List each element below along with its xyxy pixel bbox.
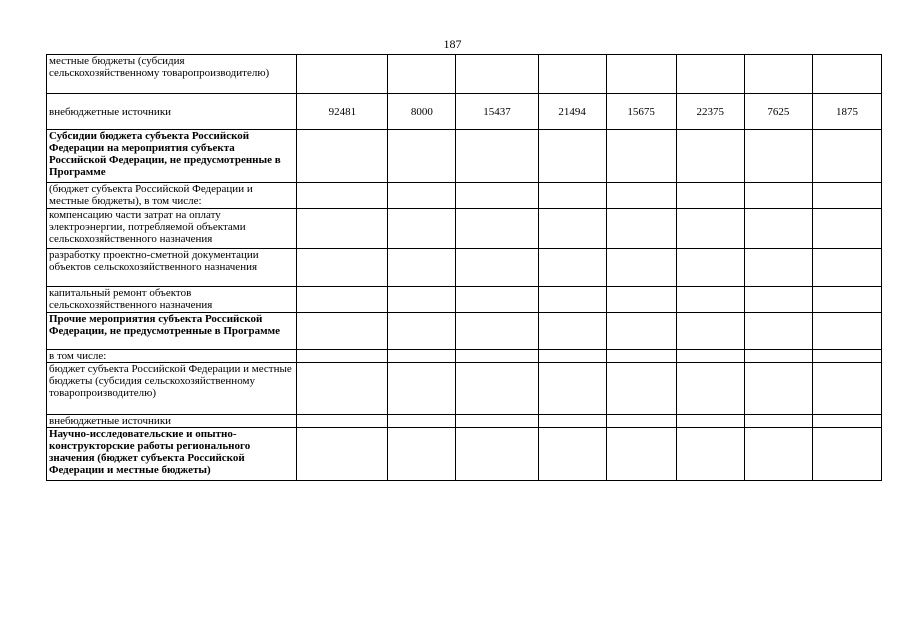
value-cell: 15437 <box>456 94 538 130</box>
value-cell: 8000 <box>388 94 456 130</box>
value-cell <box>606 287 676 313</box>
value-cell <box>388 183 456 209</box>
value-cell <box>297 209 388 249</box>
value-cell <box>388 415 456 428</box>
value-cell <box>456 313 538 350</box>
value-cell <box>606 249 676 287</box>
value-cell <box>538 249 606 287</box>
value-cell <box>606 209 676 249</box>
value-cell <box>676 313 744 350</box>
value-cell <box>812 363 881 415</box>
table-row <box>47 287 882 313</box>
value-cell <box>744 287 812 313</box>
value-cell <box>812 415 881 428</box>
value-cell <box>297 428 388 481</box>
value-cell <box>538 209 606 249</box>
row-label: местные бюджеты (субсидия сельскохозяйственному товаропроизводителю) <box>47 55 297 94</box>
table-row <box>47 249 882 287</box>
table-row <box>47 313 882 350</box>
value-cell <box>744 209 812 249</box>
value-cell <box>538 55 606 94</box>
value-cell <box>744 428 812 481</box>
table-row <box>47 415 882 428</box>
value-cell <box>606 130 676 183</box>
row-label: Научно-исследовательские и опытно-конструкторские работы регионального значения (бюджет субъекта Российской Федерации и местные бюджеты) <box>47 428 297 481</box>
value-cell <box>676 249 744 287</box>
value-cell <box>297 55 388 94</box>
value-cell <box>456 415 538 428</box>
value-cell <box>538 350 606 363</box>
value-cell <box>812 287 881 313</box>
value-cell <box>456 350 538 363</box>
value-cell <box>388 209 456 249</box>
value-cell <box>456 287 538 313</box>
value-cell <box>456 55 538 94</box>
value-cell <box>744 183 812 209</box>
value-cell <box>538 130 606 183</box>
table-row <box>47 350 882 363</box>
value-cell <box>744 249 812 287</box>
value-cell <box>538 287 606 313</box>
value-cell: 7625 <box>744 94 812 130</box>
row-label: Субсидии бюджета субъекта Российской Федерации на мероприятия субъекта Российской Федерации, не предусмотренные в Программе <box>47 130 297 183</box>
value-cell <box>744 130 812 183</box>
value-cell <box>812 55 881 94</box>
value-cell <box>812 183 881 209</box>
row-label: Прочие мероприятия субъекта Российской Федерации, не предусмотренные в Программе <box>47 313 297 350</box>
value-cell <box>676 209 744 249</box>
value-cell <box>388 428 456 481</box>
value-cell <box>297 350 388 363</box>
value-cell <box>388 287 456 313</box>
value-cell <box>676 183 744 209</box>
value-cell <box>744 415 812 428</box>
value-cell <box>388 55 456 94</box>
value-cell <box>388 130 456 183</box>
value-cell <box>744 55 812 94</box>
value-cell: 92481 <box>297 94 388 130</box>
value-cell <box>297 249 388 287</box>
page-number: 187 <box>443 37 462 51</box>
value-cell <box>297 313 388 350</box>
value-cell <box>456 209 538 249</box>
value-cell <box>538 363 606 415</box>
value-cell <box>606 363 676 415</box>
value-cell <box>744 363 812 415</box>
value-cell <box>606 415 676 428</box>
value-cell <box>606 313 676 350</box>
value-cell <box>676 55 744 94</box>
value-cell <box>676 287 744 313</box>
value-cell <box>388 350 456 363</box>
value-cell <box>388 313 456 350</box>
value-cell <box>812 209 881 249</box>
value-cell <box>676 415 744 428</box>
value-cell <box>606 350 676 363</box>
table-row <box>47 363 882 415</box>
row-label: внебюджетные источники <box>47 415 297 428</box>
value-cell <box>812 350 881 363</box>
value-cell <box>388 249 456 287</box>
value-cell <box>676 428 744 481</box>
row-label: разработку проектно-сметной документации объектов сельскохозяйственного назначения <box>47 249 297 287</box>
value-cell <box>388 363 456 415</box>
value-cell <box>456 428 538 481</box>
value-cell <box>676 363 744 415</box>
table-row <box>47 55 882 94</box>
table-row <box>47 130 882 183</box>
row-label: капитальный ремонт объектов сельскохозяйственного назначения <box>47 287 297 313</box>
value-cell <box>812 313 881 350</box>
value-cell <box>606 55 676 94</box>
value-cell <box>456 363 538 415</box>
budget-table <box>46 54 882 481</box>
value-cell <box>456 183 538 209</box>
value-cell: 1875 <box>812 94 881 130</box>
row-label: в том числе: <box>47 350 297 363</box>
value-cell: 21494 <box>538 94 606 130</box>
table-row <box>47 428 882 481</box>
value-cell: 15675 <box>606 94 676 130</box>
value-cell <box>606 428 676 481</box>
value-cell <box>456 249 538 287</box>
value-cell <box>812 428 881 481</box>
value-cell <box>538 313 606 350</box>
value-cell <box>297 415 388 428</box>
value-cell <box>676 130 744 183</box>
value-cell <box>456 130 538 183</box>
value-cell <box>538 183 606 209</box>
value-cell <box>744 313 812 350</box>
value-cell <box>606 183 676 209</box>
table-row <box>47 183 882 209</box>
row-label: внебюджетные источники <box>47 94 297 130</box>
table-row <box>47 209 882 249</box>
value-cell <box>744 350 812 363</box>
row-label: компенсацию части затрат на оплату электроэнергии, потребляемой объектами сельскохозяйственного назначения <box>47 209 297 249</box>
value-cell <box>297 287 388 313</box>
value-cell <box>676 350 744 363</box>
value-cell <box>297 183 388 209</box>
value-cell <box>297 363 388 415</box>
value-cell <box>812 249 881 287</box>
value-cell <box>538 415 606 428</box>
row-label: (бюджет субъекта Российской Федерации и местные бюджеты), в том числе: <box>47 183 297 209</box>
value-cell <box>538 428 606 481</box>
table-row <box>47 94 882 130</box>
row-label: бюджет субъекта Российской Федерации и местные бюджеты (субсидия сельскохозяйственному товаропроизводителю) <box>47 363 297 415</box>
value-cell <box>297 130 388 183</box>
value-cell <box>812 130 881 183</box>
value-cell: 22375 <box>676 94 744 130</box>
